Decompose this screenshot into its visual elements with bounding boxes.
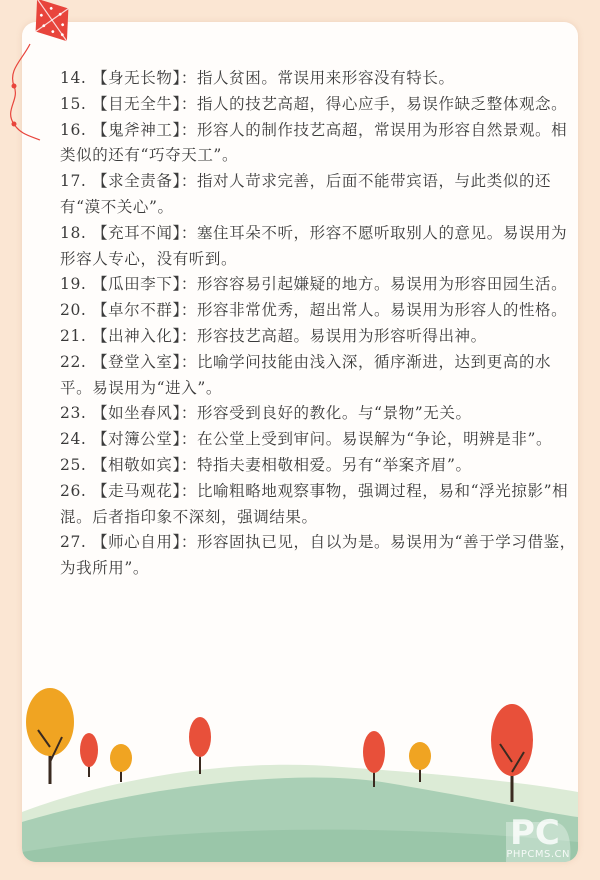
tree-red-small xyxy=(80,733,98,777)
list-item: 27. 【师心自用】：形容固执已见，自以为是。易误用为“善于学习借鉴，为我所用”。 xyxy=(60,533,576,578)
list-item: 19. 【瓜田李下】：形容容易引起嫌疑的地方。易误用为形容田园生活。 xyxy=(60,275,568,294)
list-item: 16. 【鬼斧神工】：形容人的制作技艺高超，常误用为形容自然景观。相类似的还有“巧夺天工”。 xyxy=(60,120,568,165)
list-item: 17. 【求全责备】：指对人苛求完善，后面不能带宾语，与此类似的还有“漠不关心”。 xyxy=(60,172,552,216)
list-item: 24. 【对簿公堂】：在公堂上受到审问。易误解为“争论，明辨是非”。 xyxy=(60,430,553,449)
list-item: 18. 【充耳不闻】：塞住耳朵不听，形容不愿听取别人的意见。易误用为形容人专心，没有听到。 xyxy=(60,223,568,268)
list-item: 22. 【登堂入室】：比喻学问技能由浅入深，循序渐进，达到更高的水平。易误用为“进入”。 xyxy=(60,352,552,397)
tree-orange-large xyxy=(26,688,74,784)
idiom-term: 【鬼斧神工】 xyxy=(91,120,181,139)
tree-orange-small xyxy=(110,744,132,782)
idiom-term: 【目无全牛】 xyxy=(91,94,181,113)
idiom-list xyxy=(60,66,578,582)
idiom-term: 【身无长物】 xyxy=(91,69,181,87)
idiom-term: 【求全责备】 xyxy=(91,172,181,191)
list-item: 15. 【目无全牛】：指人的技艺高超，得心应手，易误作缺乏整体观念。 xyxy=(60,94,568,113)
idiom-term: 【瓜田李下】 xyxy=(91,275,181,294)
list-item: 14. 【身无长物】：指人贫困。常误用来形容没有特长。 xyxy=(60,69,455,87)
list-item: 20. 【卓尔不群】：形容非常优秀，超出常人。易误用为形容人的性格。 xyxy=(60,301,568,320)
list-item: 21. 【出神入化】：形容技艺高超。易误用为形容听得出神。 xyxy=(60,326,487,345)
idiom-term: 【登堂入室】 xyxy=(91,352,181,371)
idiom-term: 【走马观花】 xyxy=(91,481,181,500)
idiom-term: 【充耳不闻】 xyxy=(91,223,181,242)
content-card xyxy=(22,22,578,862)
pc-logo-icon xyxy=(508,812,572,852)
idiom-term: 【如坐春风】 xyxy=(91,404,181,423)
list-item: 23. 【如坐春风】：形容受到良好的教化。与“景物”无关。 xyxy=(60,404,472,423)
tree-red-medium xyxy=(189,717,211,774)
idiom-term: 【相敬如宾】 xyxy=(91,455,181,474)
idiom-term: 【对簿公堂】 xyxy=(91,430,181,449)
list-item: 25. 【相敬如宾】：特指夫妻相敬相爱。另有“举案齐眉”。 xyxy=(60,455,472,474)
list-item: 26. 【走马观花】：比喻粗略地观察事物，强调过程，易和“浮光掠影”相混。后者指印象不深刻，强调结果。 xyxy=(60,481,569,526)
idiom-term: 【卓尔不群】 xyxy=(91,301,181,320)
idiom-term: 【出神入化】 xyxy=(91,326,181,345)
watermark-site: PHPCMS.CN xyxy=(506,849,570,860)
idiom-term: 【师心自用】 xyxy=(91,533,181,552)
kite-icon xyxy=(0,0,90,150)
svg-text:PC: PC xyxy=(510,813,560,852)
